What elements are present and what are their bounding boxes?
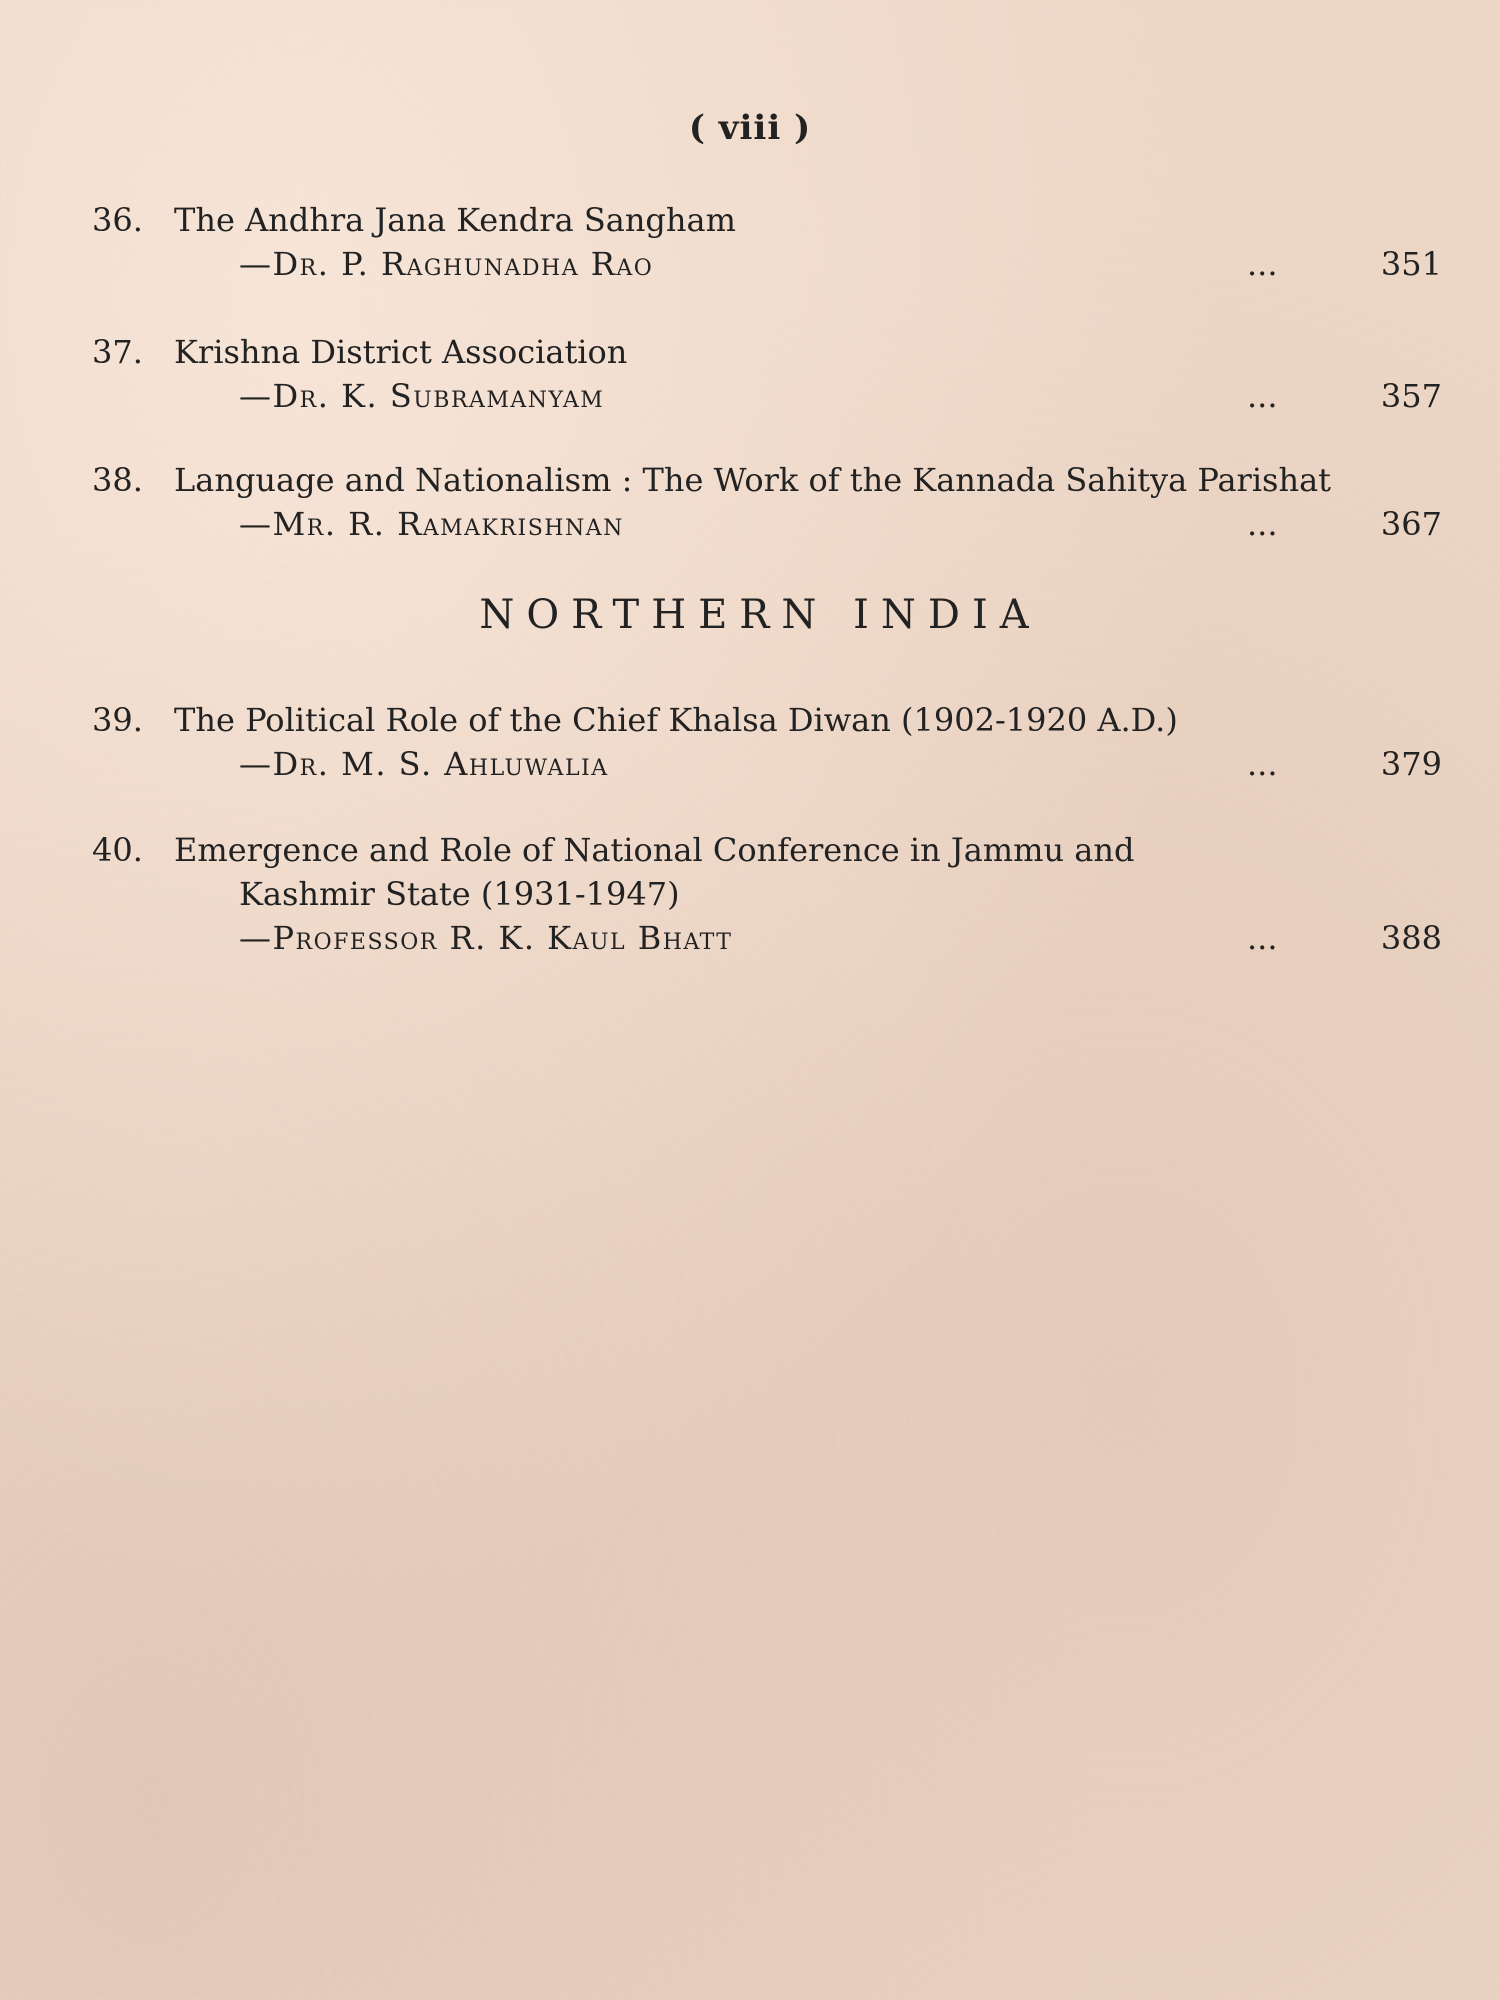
entry-page-number: 388 <box>1380 919 1442 957</box>
entry-author: —Dr. K. Subramanyam <box>239 377 605 415</box>
entry-page-number: 357 <box>1380 377 1442 415</box>
entry-number: 37. <box>92 333 143 371</box>
dot-leader: ... <box>1247 377 1278 415</box>
entry-title-continuation: Kashmir State (1931-1947) <box>239 875 680 913</box>
toc-entry <box>92 198 1442 286</box>
toc-entry <box>92 828 1442 960</box>
entry-number: 36. <box>92 201 143 239</box>
entry-number: 40. <box>92 831 143 869</box>
toc-entry <box>92 698 1442 786</box>
entry-number: 39. <box>92 701 143 739</box>
entry-title: Emergence and Role of National Conference in Jammu and <box>174 831 1135 869</box>
dot-leader: ... <box>1247 919 1278 957</box>
entry-title: The Andhra Jana Kendra Sangham <box>174 201 736 239</box>
page-number: ( viii ) <box>688 108 812 148</box>
toc-entry <box>92 458 1442 546</box>
entry-page-number: 351 <box>1380 245 1442 283</box>
entry-page-number: 379 <box>1380 745 1442 783</box>
toc-entry <box>92 330 1442 418</box>
dot-leader: ... <box>1247 245 1278 283</box>
section-heading: NORTHERN INDIA <box>479 592 1041 638</box>
entry-author: —Dr. P. Raghunadha Rao <box>239 245 654 283</box>
entry-title: Krishna District Association <box>174 333 628 371</box>
entry-page-number: 367 <box>1380 505 1442 543</box>
dot-leader: ... <box>1247 745 1278 783</box>
entry-author: —Professor R. K. Kaul Bhatt <box>239 919 733 957</box>
dot-leader: ... <box>1247 505 1278 543</box>
entry-title: The Political Role of the Chief Khalsa Diwan (1902-1920 A.D.) <box>174 701 1178 739</box>
entry-author: —Mr. R. Ramakrishnan <box>239 505 624 543</box>
entry-author: —Dr. M. S. Ahluwalia <box>239 745 609 783</box>
entry-title: Language and Nationalism : The Work of the Kannada Sahitya Parishat <box>174 461 1332 499</box>
entry-number: 38. <box>92 461 143 499</box>
